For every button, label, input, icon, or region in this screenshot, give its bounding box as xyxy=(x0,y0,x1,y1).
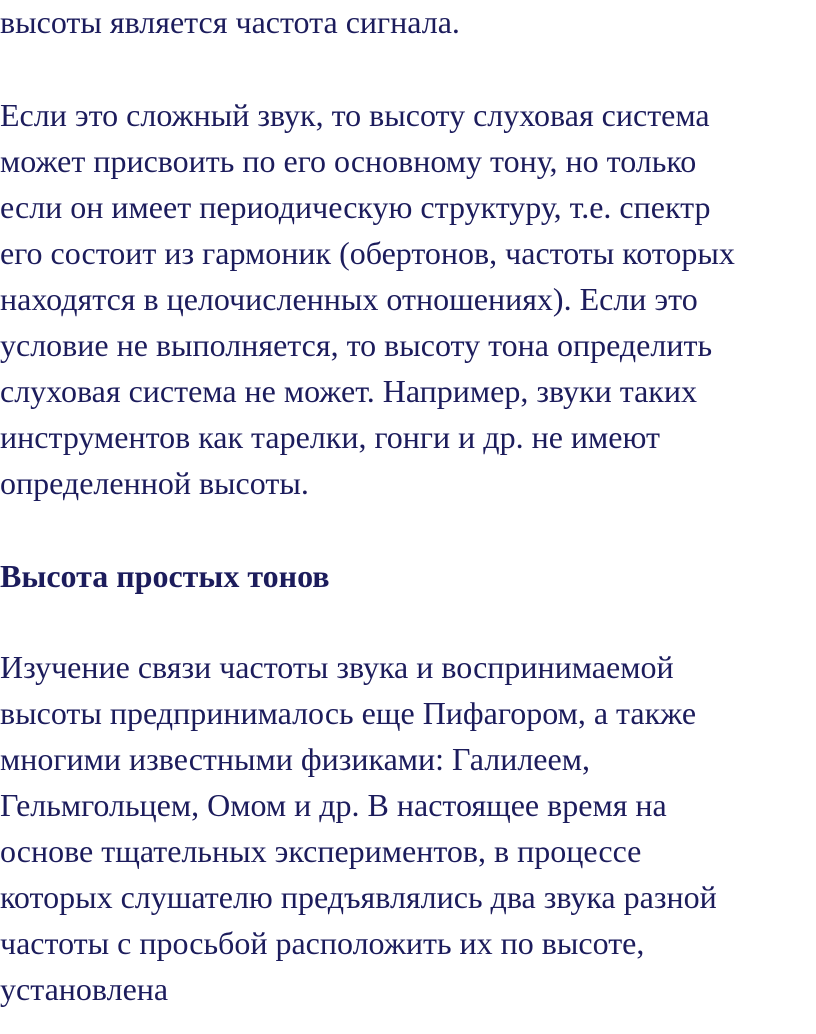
paragraph-2-line-4: его состоит из гармоник (обертонов, частоты которых xyxy=(0,235,735,271)
paragraph-2-line-9: определенной высоты. xyxy=(0,465,309,501)
paragraph-2-line-2: может присвоить по его основному тону, но только xyxy=(0,143,697,179)
paragraph-3-line-4: Гельмгольцем, Омом и др. В настоящее время на xyxy=(0,787,667,823)
paragraph-2-line-3: если он имеет периодическую структуру, т.е. спектр xyxy=(0,189,711,225)
paragraph-3-line-7: частоты с просьбой расположить их по высоте, xyxy=(0,925,645,961)
section-heading: Высота простых тонов xyxy=(0,558,330,594)
paragraph-2-line-1: Если это сложный звук, то высоту слуховая система xyxy=(0,97,710,133)
paragraph-2-line-6: условие не выполняется, то высоту тона определить xyxy=(0,327,713,363)
paragraph-2-line-7: слуховая система не может. Например, звуки таких xyxy=(0,373,697,409)
paragraph-3-line-3: многими известными физиками: Галилеем, xyxy=(0,741,590,777)
paragraph-3-line-5: основе тщательных экспериментов, в процессе xyxy=(0,833,642,869)
paragraph-2-line-5: находятся в целочисленных отношениях). Если это xyxy=(0,281,698,317)
paragraph-3-line-1: Изучение связи частоты звука и воспринимаемой xyxy=(0,649,674,685)
paragraph-3-line-8: установлена xyxy=(0,971,169,1007)
paragraph-3-line-6: которых слушателю предъявлялись два звука разной xyxy=(0,879,717,915)
paragraph-2-line-8: инструментов как тарелки, гонги и др. не имеют xyxy=(0,419,660,455)
paragraph-1-line-1: высоты является частота сигнала. xyxy=(0,4,460,40)
paragraph-3-line-2: высоты предпринималось еще Пифагором, а также xyxy=(0,695,697,731)
